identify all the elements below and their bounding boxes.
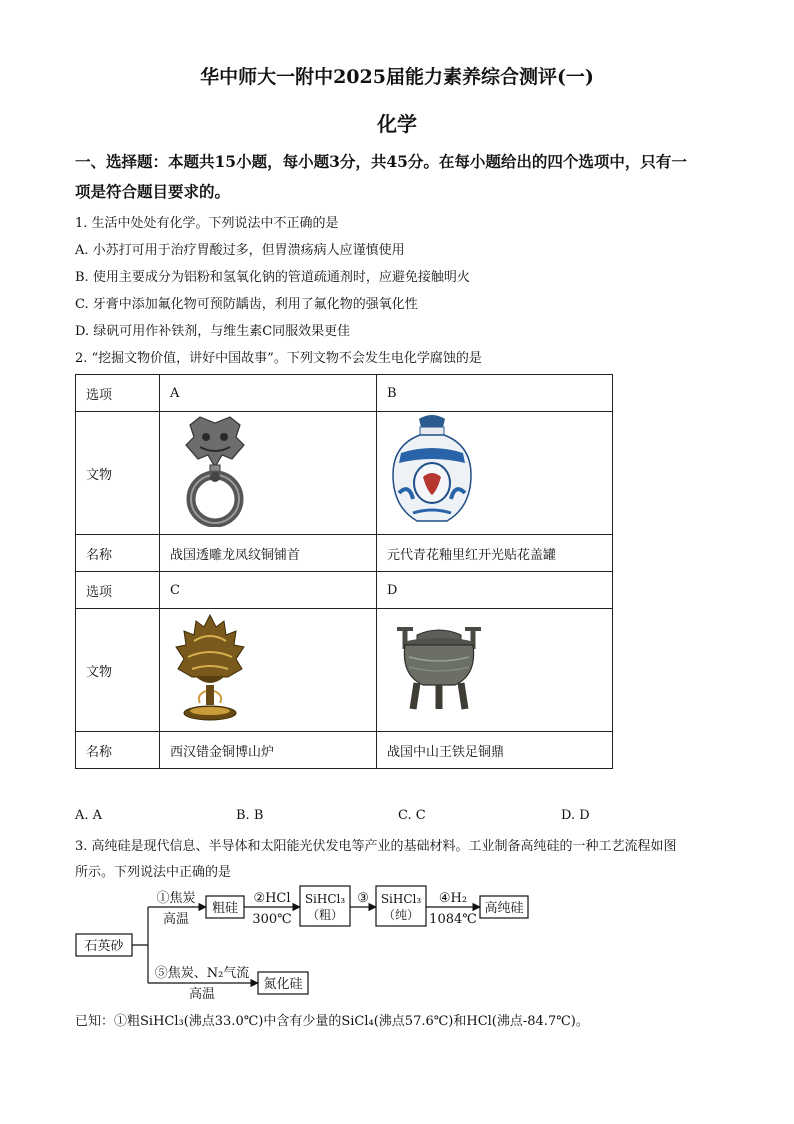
option-label-cell: 选项 bbox=[76, 375, 160, 412]
relic-b-image-cell bbox=[377, 412, 613, 535]
option-c-letter: C bbox=[160, 572, 377, 609]
section-instructions-line2: 项是符合题目要求的。 bbox=[75, 182, 231, 201]
flow-start-label: 石英砂 bbox=[84, 939, 124, 954]
flow-crude-sihcl3-note: （粗） bbox=[306, 908, 344, 922]
bronze-door-knocker-image bbox=[170, 415, 260, 527]
gilded-censer-image bbox=[170, 611, 250, 725]
flow-step5-reagent: ⑤焦炭、N₂气流 bbox=[154, 966, 250, 981]
page-title: 华中师大一附中2025届能力素养综合测评(一) bbox=[200, 66, 594, 88]
name-label-cell: 名称 bbox=[76, 732, 160, 769]
relic-c-name: 西汉错金铜博山炉 bbox=[160, 732, 377, 769]
table-row bbox=[76, 572, 613, 609]
relic-d-image-cell bbox=[377, 609, 613, 732]
q3-process-flow-diagram bbox=[70, 884, 540, 1002]
table-row bbox=[76, 732, 613, 769]
relic-label-cell: 文物 bbox=[76, 609, 160, 732]
q1-option-b: B. 使用主要成分为铝粉和氢氧化钠的管道疏通剂时，应避免接触明火 bbox=[75, 270, 470, 285]
option-b-letter: B bbox=[377, 375, 613, 412]
q3-stem-line1: 3. 高纯硅是现代信息、半导体和太阳能光伏发电等产业的基础材料。工业制备高纯硅的一种工艺流程如图 bbox=[75, 839, 677, 854]
flow-step1-reagent: ①焦炭 bbox=[156, 891, 196, 906]
flow-step3-label: ③ bbox=[357, 891, 369, 906]
flow-crude-sihcl3-formula: SiHCl₃ bbox=[304, 892, 346, 906]
subject-title: 化学 bbox=[377, 112, 417, 136]
relic-d-name: 战国中山王铁足铜鼎 bbox=[377, 732, 613, 769]
relic-c-image-cell bbox=[160, 609, 377, 732]
flow-nitride-label: 氮化硅 bbox=[263, 977, 303, 992]
relic-b-name: 元代青花釉里红开光贴花盖罐 bbox=[377, 535, 613, 572]
relic-a-image-cell bbox=[160, 412, 377, 535]
flow-step4-reagent: ④H₂ bbox=[438, 891, 468, 906]
name-label-cell: 名称 bbox=[76, 535, 160, 572]
relic-a-name: 战国透雕龙凤纹铜铺首 bbox=[160, 535, 377, 572]
q1-option-d: D. 绿矾可用作补铁剂，与维生素C同服效果更佳 bbox=[75, 324, 351, 339]
q2-relic-table bbox=[75, 374, 613, 769]
relic-label-cell: 文物 bbox=[76, 412, 160, 535]
q2-choice-a: A. A bbox=[75, 808, 103, 823]
flow-step1-condition: 高温 bbox=[162, 912, 190, 927]
option-a-letter: A bbox=[160, 375, 377, 412]
option-d-letter: D bbox=[377, 572, 613, 609]
q1-option-c: C. 牙膏中添加氟化物可预防龋齿，利用了氟化物的强氧化性 bbox=[75, 297, 418, 312]
q2-stem: 2. “挖掘文物价值，讲好中国故事”。下列文物不会发生电化学腐蚀的是 bbox=[75, 351, 482, 366]
flow-pure-si-label: 高纯硅 bbox=[484, 901, 524, 916]
q2-choice-d: D. D bbox=[561, 808, 590, 823]
flow-crude-si-label: 粗硅 bbox=[211, 901, 239, 916]
q2-choice-b: B. B bbox=[236, 808, 264, 823]
flow-step5-condition: 高温 bbox=[188, 987, 216, 1002]
flow-step4-condition: 1084℃ bbox=[429, 912, 477, 927]
table-row bbox=[76, 375, 613, 412]
bronze-ding-image bbox=[387, 623, 491, 713]
q3-stem-line2: 所示。下列说法中正确的是 bbox=[75, 865, 232, 880]
table-row bbox=[76, 412, 613, 535]
flow-step2-reagent: ②HCl bbox=[253, 891, 291, 906]
table-row bbox=[76, 609, 613, 732]
q3-known-note: 已知：①粗SiHCl₃(沸点33.0℃)中含有少量的SiCl₄(沸点57.6℃)和HCl(沸点-84.7℃)。 bbox=[75, 1014, 589, 1029]
table-row bbox=[76, 535, 613, 572]
flow-pure-sihcl3-formula: SiHCl₃ bbox=[380, 892, 422, 906]
q1-option-a: A. 小苏打可用于治疗胃酸过多，但胃溃疡病人应谨慎使用 bbox=[75, 243, 405, 258]
blue-white-jar-image bbox=[387, 413, 477, 529]
q2-choice-c: C. C bbox=[398, 808, 426, 823]
flow-pure-sihcl3-note: （纯） bbox=[382, 908, 420, 922]
option-label-cell: 选项 bbox=[76, 572, 160, 609]
section-instructions-line1: 一、选择题：本题共15小题，每小题3分，共45分。在每小题给出的四个选项中，只有一 bbox=[75, 152, 687, 171]
q2-choices bbox=[0, 808, 794, 826]
q1-stem: 1. 生活中处处有化学。下列说法中不正确的是 bbox=[75, 216, 339, 231]
flow-step2-condition: 300℃ bbox=[252, 912, 292, 927]
